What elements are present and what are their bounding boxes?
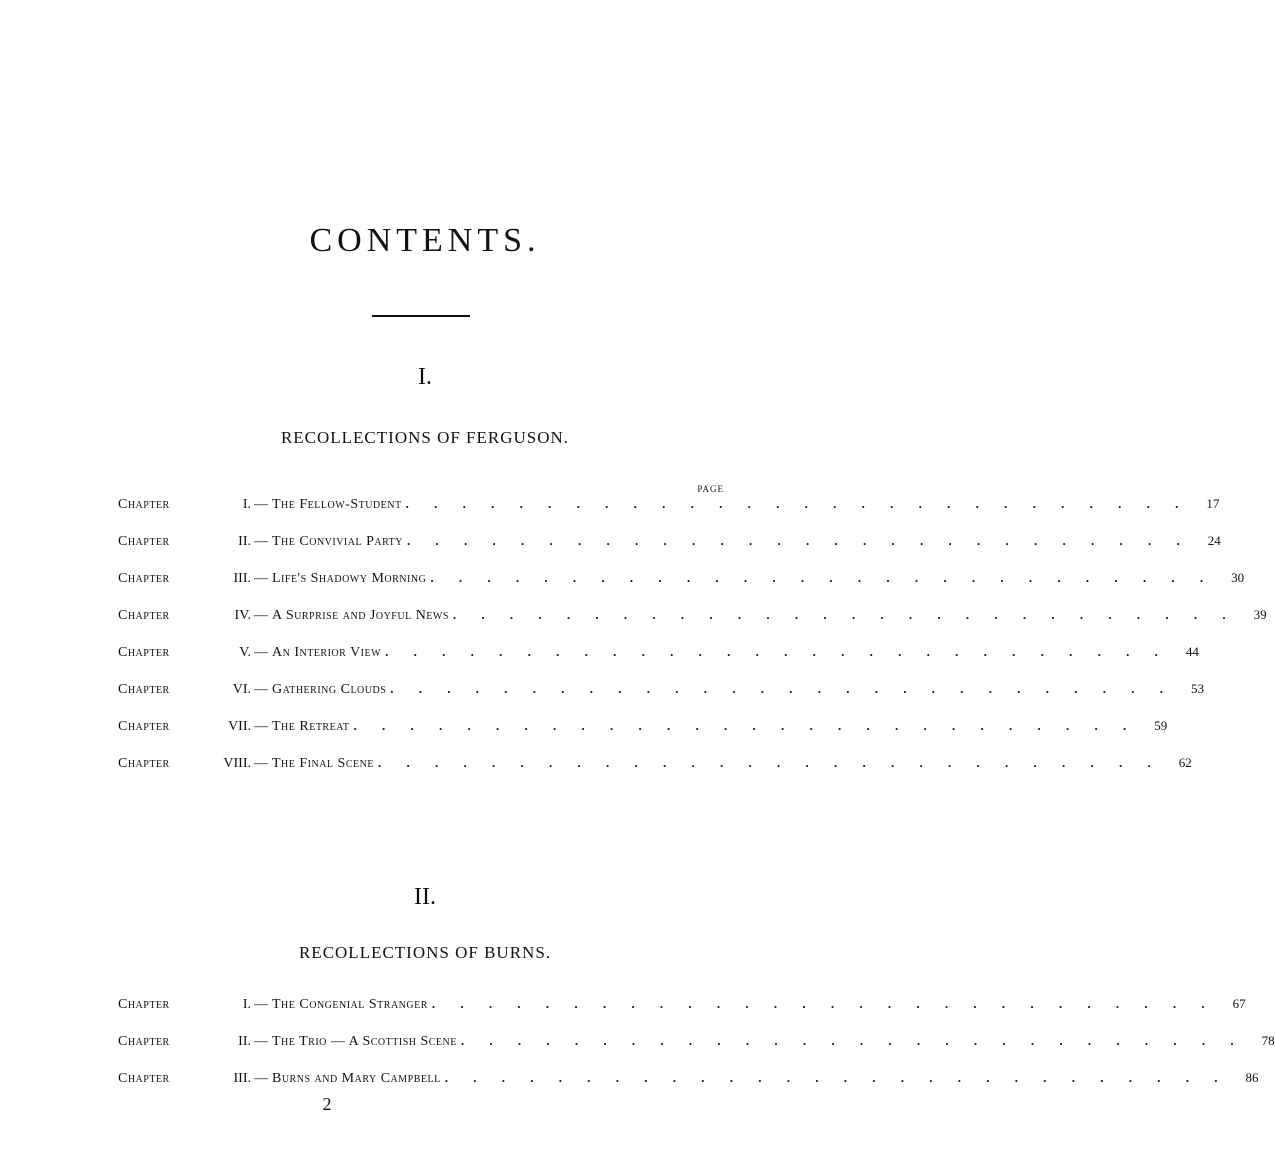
chapter-number: VI.: [232, 682, 251, 697]
part-1-number: I.: [418, 364, 432, 390]
chapter-title: The Trio — A Scottish Scene: [272, 1034, 457, 1049]
toc-entry[interactable]: [118, 607, 1267, 644]
toc-entry[interactable]: [118, 1070, 1259, 1107]
dash: —: [254, 997, 268, 1012]
chapter-title: The Fellow-Student: [272, 497, 402, 512]
dot-leader: . . . . . . . . . . . . . . . . . . . . . . . . . . . .: [460, 1033, 1245, 1048]
toc-entry[interactable]: [118, 681, 1205, 718]
chapter-number: II.: [238, 534, 251, 549]
toc-entry[interactable]: [118, 570, 1245, 607]
toc-entry[interactable]: [118, 533, 1221, 570]
chapter-title: An Interior View: [272, 645, 382, 660]
page-number: 62: [1178, 755, 1192, 770]
part-2-number: II.: [414, 884, 436, 910]
page-number: 59: [1154, 718, 1168, 733]
dot-leader: . . . . . . . . . . . . . . . . . . . . . . . . . . . .: [430, 570, 1215, 585]
chapter-title: A Surprise and Joyful News: [272, 608, 449, 623]
toc-entry[interactable]: [118, 1033, 1275, 1070]
chapter-title: Life's Shadowy Morning: [272, 571, 427, 586]
dot-leader: . . . . . . . . . . . . . . . . . . . . . . . . . . . .: [353, 718, 1138, 733]
dash: —: [254, 1034, 268, 1049]
chapter-number: III.: [233, 571, 251, 586]
dash: —: [254, 534, 268, 549]
dash: —: [254, 571, 268, 586]
dash: —: [254, 497, 268, 512]
dash: —: [254, 682, 268, 697]
page-number: 78: [1261, 1033, 1275, 1048]
dash: —: [254, 719, 268, 734]
dash: —: [254, 608, 268, 623]
dot-leader: . . . . . . . . . . . . . . . . . . . . . . . . . . . .: [407, 533, 1191, 548]
chapter-label: Chapter: [118, 645, 170, 660]
chapter-title: The Final Scene: [272, 756, 374, 771]
chapter-title: The Convivial Party: [272, 534, 404, 549]
chapter-number: V.: [239, 645, 251, 660]
dot-leader: . . . . . . . . . . . . . . . . . . . . . . . . . . . .: [390, 681, 1175, 696]
part-2-chapter-list: [118, 996, 1275, 1107]
page-number: 67: [1232, 996, 1246, 1011]
chapter-label: Chapter: [118, 756, 170, 771]
chapter-number: I.: [242, 497, 251, 512]
dot-leader: . . . . . . . . . . . . . . . . . . . . . . . . . . . .: [405, 496, 1190, 511]
page-number: 17: [1206, 496, 1220, 511]
toc-entry[interactable]: [118, 996, 1246, 1033]
dot-leader: . . . . . . . . . . . . . . . . . . . . . . . . . . . .: [452, 607, 1237, 622]
chapter-title: Gathering Clouds: [272, 682, 387, 697]
signature-mark: 2: [322, 1094, 332, 1114]
page-number: 30: [1231, 570, 1245, 585]
part-1-chapter-list: [118, 496, 1267, 792]
chapter-title: The Retreat: [272, 719, 350, 734]
part-1-title: RECOLLECTIONS OF FERGUSON.: [280, 428, 570, 447]
dot-leader: . . . . . . . . . . . . . . . . . . . . . . . . . . . .: [385, 644, 1169, 659]
chapter-number: VIII.: [223, 756, 251, 771]
dash: —: [254, 1071, 268, 1086]
toc-entry[interactable]: [118, 496, 1220, 533]
dash: —: [254, 756, 268, 771]
page-number: 86: [1245, 1070, 1259, 1085]
contents-title: CONTENTS.: [309, 222, 541, 259]
chapter-label: Chapter: [118, 534, 170, 549]
dot-leader: . . . . . . . . . . . . . . . . . . . . . . . . . . . .: [377, 755, 1162, 770]
chapter-label: Chapter: [118, 1034, 170, 1049]
chapter-number: III.: [233, 1071, 251, 1086]
chapter-label: Chapter: [118, 608, 170, 623]
page-column-heading: PAGE: [697, 484, 724, 494]
chapter-title: Burns and Mary Campbell: [272, 1071, 441, 1086]
chapter-number: II.: [238, 1034, 251, 1049]
chapter-label: Chapter: [118, 1071, 170, 1086]
page-number: 24: [1207, 533, 1221, 548]
part-2-title: RECOLLECTIONS OF BURNS.: [298, 943, 552, 962]
toc-entry[interactable]: [118, 644, 1199, 681]
title-rule: [372, 315, 470, 317]
dot-leader: . . . . . . . . . . . . . . . . . . . . . . . . . . . .: [444, 1070, 1229, 1085]
chapter-title: The Congenial Stranger: [272, 997, 428, 1012]
chapter-label: Chapter: [118, 571, 170, 586]
page-number: 39: [1253, 607, 1267, 622]
toc-entry[interactable]: [118, 755, 1192, 792]
page-number: 53: [1191, 681, 1205, 696]
toc-entry[interactable]: [118, 718, 1168, 755]
chapter-label: Chapter: [118, 997, 170, 1012]
dot-leader: . . . . . . . . . . . . . . . . . . . . . . . . . . . .: [431, 996, 1216, 1011]
page-number: 44: [1185, 644, 1199, 659]
chapter-number: VII.: [228, 719, 251, 734]
chapter-label: Chapter: [118, 719, 170, 734]
chapter-number: I.: [242, 997, 251, 1012]
chapter-number: IV.: [234, 608, 251, 623]
chapter-label: Chapter: [118, 497, 170, 512]
chapter-label: Chapter: [118, 682, 170, 697]
dash: —: [254, 645, 268, 660]
